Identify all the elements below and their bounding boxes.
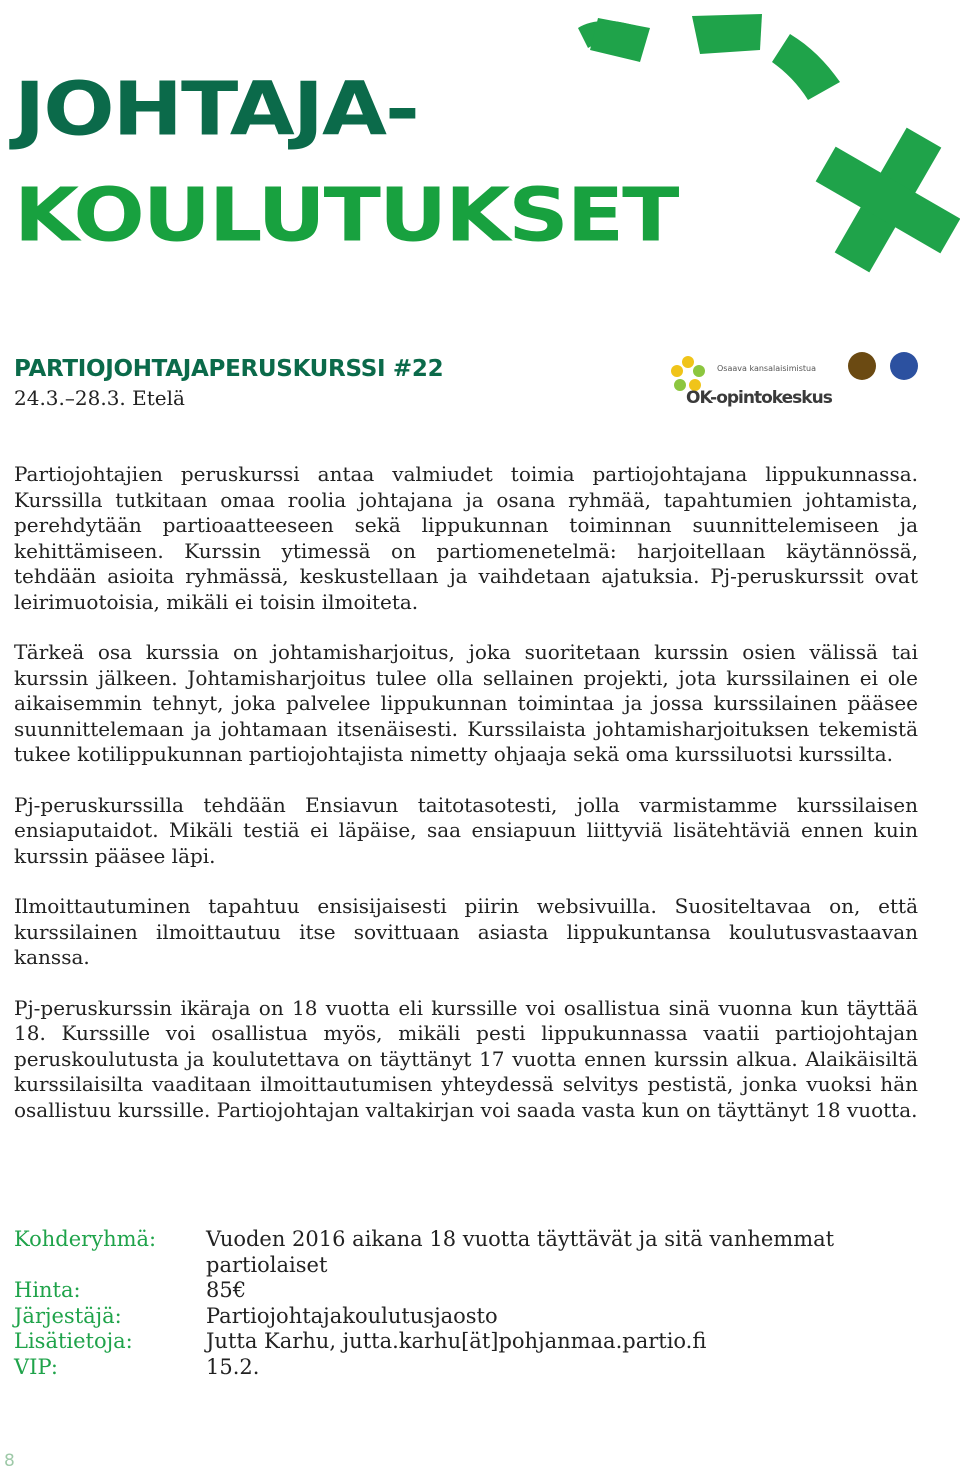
arc-segment-2 [590,18,650,62]
info-label: VIP: [14,1354,58,1379]
info-row-contact [14,1329,918,1355]
info-label: Järjestäjä: [14,1303,122,1328]
info-label: Lisätietoja: [14,1329,133,1353]
blue-dot-icon [890,352,918,380]
cross-icon [790,102,960,299]
arc-segment-4 [772,34,840,100]
info-label: Hinta: [14,1278,81,1302]
paragraph: Tärkeä osa kurssia on johtamisharjoitus, joka suoritetaan kurssin osien välissä tai kurssin jälkeen. Johtamisharjoitus tulee olla sellainen projekti, jota kurssilainen ei ole aikaisemmin tehnyt, joka palvelee lippukunnan toimintaa ja jossa kurssilainen pääsee suunnittelemaan ja johtamaan itsenäisesti. Kurssilaista johtamisharjoituksen tekemistä tukee kotilippukunnan partiojohtajista nimetty ohjaaja sekä oma kurssiluotsi kurssilta. [14,640,918,766]
page-title-line-1: JOHTAJA- [14,65,418,153]
page-title-line-2: KOULUTUKSET [14,171,678,259]
paragraph: Ilmoittautuminen tapahtuu ensisijaisesti piirin websivuilla. Suositeltavaa on, että kurssilainen ilmoittautuu itse sovittuaan asiasta lippukuntansa koulutusvastaavan kanssa. [14,894,918,969]
info-value: Partiojohtajakoulutusjaosto [206,1303,498,1328]
info-row-target-group [14,1227,918,1278]
course-info-table [14,1227,918,1380]
info-value: Vuoden 2016 aikana 18 vuotta täyttävät ja sitä vanhemmat partiolaiset [206,1227,835,1277]
info-value: 15.2. [206,1354,260,1379]
info-value: 85€ [206,1278,247,1302]
logo-name: OK-opintokeskus [686,388,832,408]
brown-dot-icon [848,352,876,380]
info-row-vip [14,1355,918,1381]
info-row-price [14,1278,918,1304]
paragraph: Partiojohtajien peruskurssi antaa valmiudet toimia partiojohtajana lippukunnassa. Kurssilla tutkitaan omaa roolia johtajana ja osana ryhmää, tapahtumien johtamista, perehdytään partioaatteeseen sekä lippukunnan toiminnan suunnittelemiseen ja kehittämiseen. Kurssin ytimessä on partiomenetelmä: harjoitellaan käytännössä, tehdään asioita ryhmässä, keskustellaan ja vaihdetaan ajatuksia. Pj-peruskurssit ovat leirimuotoisia, mikäli ei toisin ilmoiteta. [14,462,918,614]
course-description [14,462,918,1148]
info-label: Kohderyhmä: [14,1227,157,1251]
course-title: PARTIOJOHTAJAPERUSKURSSI #22 [14,356,444,382]
arc-segment-3 [692,14,762,54]
info-value: Jutta Karhu, jutta.karhu[ät]pohjanmaa.partio.fi [206,1329,707,1353]
ok-opintokeskus-logo [664,350,834,412]
paragraph: Pj-peruskurssin ikäraja on 18 vuotta eli kurssille voi osallistua sinä vuonna kun täyttää 18. Kurssille voi osallistua myös, mikäli pesti lippukunnassa vaatii partiojohtajan peruskoulutusta ja koulutettava on täyttänyt 17 vuotta ennen kurssin alkua. Alaikäisiltä kurssilaisilta vaaditaan ilmoittautumisen yhteydessä selvitys pestistä, jonka vuoksi hän osallistuu kurssille. Partiojohtajan valtakirjan voi saada vasta kun on täyttänyt 18 vuotta. [14,995,918,1122]
paragraph: Pj-peruskurssilla tehdään Ensiavun taitotasotesti, jolla varmistamme kurssilaisen ensiaputaidot. Mikäli testiä ei läpäise, saa ensiapuun liittyviä lisätehtäviä ennen kuin kurssin pääsee läpi. [14,792,918,868]
course-date: 24.3.–28.3. Etelä [14,386,185,410]
info-row-organizer [14,1304,918,1330]
page-number: 8 [4,1451,15,1471]
logo-tagline: Osaava kansalaisimistua [717,364,817,373]
arc-segment-1 [578,21,636,48]
